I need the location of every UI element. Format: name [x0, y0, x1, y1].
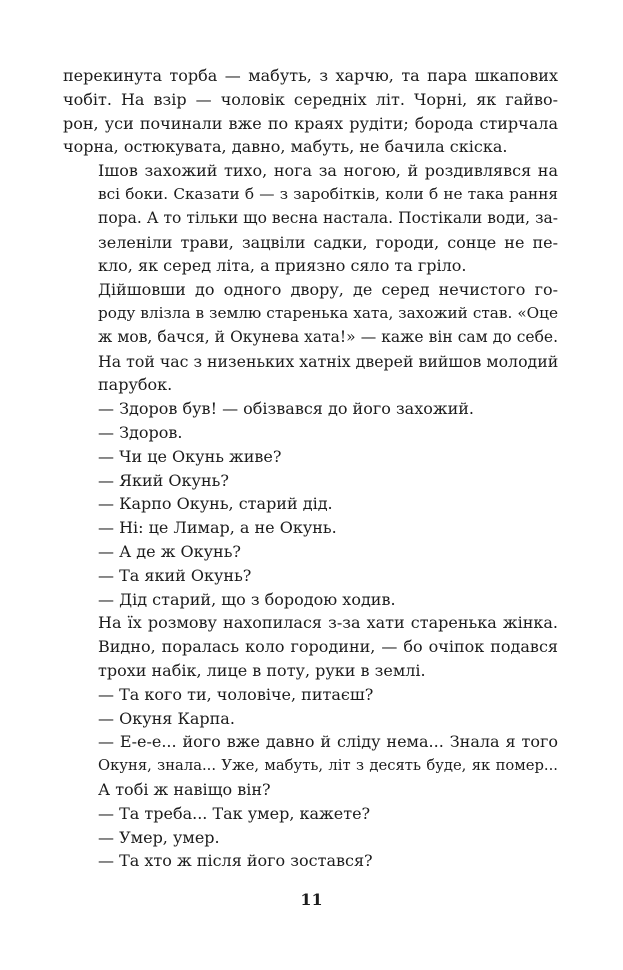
dialogue-line — [63, 826, 558, 850]
text-line: зеленіли трави, зацвіли садки, городи, сонце не пе- — [98, 232, 558, 252]
text-line: ж мов, бачся, й Окунева хата!» — каже він сам до себе. — [98, 327, 558, 346]
text-line: перекинута торба — мабуть, з харчю, та пара шкапових — [63, 66, 558, 85]
text-line: Дійшовши до одного двору, де серед нечистого го- — [98, 280, 558, 300]
dialogue-line — [63, 540, 558, 564]
text-line: — Та який Окунь? — [98, 565, 252, 585]
text-line: — Умер, умер. — [98, 827, 220, 847]
text-line: пора. А то тільки що весна настала. Постікали води, за- — [98, 208, 558, 227]
text-line: — Здоров. — [98, 422, 183, 442]
text-line: — Е-е-е... його вже давно й сліду нема... Знала я того — [98, 732, 558, 752]
paragraph-5 — [63, 730, 558, 801]
dialogue-line — [63, 469, 558, 493]
text-line: На їх розмову нахопилася з-за хати старенька жінка. — [98, 613, 558, 633]
dialogue-line — [63, 564, 558, 588]
text-line: — Окуня Карпа. — [98, 708, 235, 728]
text-line: роду влізла в землю старенька хата, захожий став. «Оце — [98, 303, 558, 322]
text-line: парубок. — [98, 375, 173, 395]
paragraph-2 — [63, 159, 558, 278]
page-text — [63, 64, 558, 873]
dialogue-line — [63, 397, 558, 421]
dialogue-line — [63, 849, 558, 873]
paragraph-4 — [63, 611, 558, 682]
text-line: — Який Окунь? — [98, 470, 229, 490]
text-line: — Дід старий, що з бородою ходив. — [98, 589, 396, 609]
text-line: Видно, поралась коло городини, — бо очіпок подався — [98, 637, 558, 657]
dialogue-line — [63, 445, 558, 469]
dialogue-line — [63, 421, 558, 445]
text-line: трохи набік, лице в поту, руки в землі. — [98, 660, 426, 680]
text-line: — Чи це Окунь живе? — [98, 446, 282, 466]
text-line: На той час з низеньких хатніх дверей вийшов молодий — [98, 351, 559, 371]
paragraph-3 — [63, 278, 558, 397]
text-line: чорна, остюкувата, давно, мабуть, не бачила скіска. — [63, 137, 508, 157]
text-line: рон, уси починали вже по краях рудіти; борода стирчала — [63, 113, 558, 133]
text-line: — Та кого ти, чоловіче, питаєш? — [98, 684, 374, 704]
dialogue-line — [63, 707, 558, 731]
dialogue-line — [63, 516, 558, 540]
paragraph-1 — [63, 64, 558, 159]
text-line: Окуня, знала... Уже, мабуть, літ з десять буде, як помер... — [98, 757, 558, 775]
text-line: чобіт. На взір — чоловік середніх літ. Чорні, як гайво- — [63, 89, 558, 109]
text-line: — Здоров був! — обізвався до його захожий. — [98, 399, 474, 419]
dialogue-line — [63, 683, 558, 707]
text-line: — Та треба... Так умер, кажете? — [98, 803, 371, 823]
dialogue-line — [63, 802, 558, 826]
text-line: — А де ж Окунь? — [98, 541, 241, 561]
text-line: всі боки. Сказати б — з заробітків, коли б не така рання — [98, 184, 558, 203]
dialogue-line — [63, 492, 558, 516]
text-line: Ішов захожий тихо, нога за ногою, й роздивлявся на — [98, 161, 558, 181]
text-line: А тобі ж навіщо він? — [98, 779, 271, 799]
page-number: 11 — [300, 890, 323, 909]
dialogue-line — [63, 588, 558, 612]
text-line: — Та хто ж після його зостався? — [98, 851, 373, 871]
text-line: кло, як серед літа, а приязно сяло та гріло. — [98, 256, 467, 276]
text-line: — Ні: це Лимар, а не Окунь. — [98, 518, 337, 538]
text-line: — Карпо Окунь, старий дід. — [98, 494, 333, 514]
